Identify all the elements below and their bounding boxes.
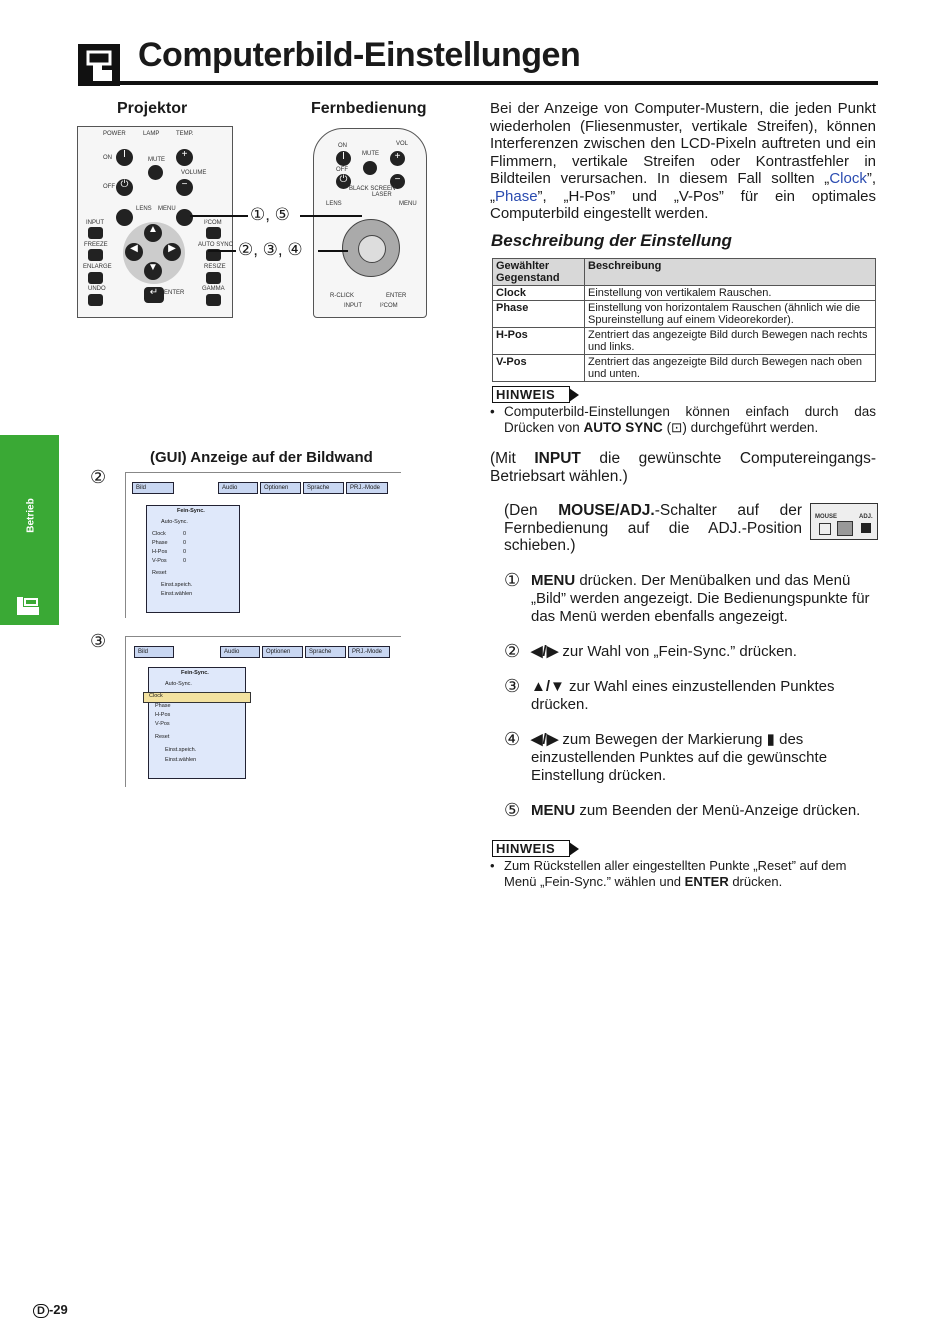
gui-screen-clock-selected: Bild Audio Optionen Sprache PRJ.-Mode Fein-Sync. Auto-Sync. Clock Phase H-Pos V-Pos Reset Einst.speich. Einst.wählen (125, 636, 401, 787)
step-1: MENU drücken. Der Menübalken und das Menü „Bild” werden angezeigt. Die Bedienungspunkte für das Menü werden ebenfalls angezeigt. (531, 572, 870, 625)
remote-control: ON VOL I MUTE + OFF ⏻ − BLACK SCREEN LASER LENS MENU R-CLICK ENTER INPUT I²COM (313, 128, 427, 318)
callout-steps-1-5: ①, ⑤ (250, 205, 290, 224)
section-tab-icon (16, 595, 42, 617)
table-header: Beschreibung (585, 259, 876, 286)
note-label: HINWEIS (492, 386, 570, 403)
intro-paragraph: Bei der Anzeige von Computer-Mustern, die jeden Punkt wiederholen (Fliesenmuster, vertikale Streifen), können Interferenzen zwischen den LCD-Pixeln auftreten und ein Flimmern, vertikale Streifen oder Kontrastfehler in Bildteilen verursachen. In diesem Fall sollten „Clock”, „Phase”, „H-Pos” und „V-Pos” für ein optimales Computerbild eingestellt werden. (490, 100, 876, 222)
step-4: ◀/▶ zum Bewegen der Markierung ▮ des einzustellenden Punktes auf die gewünschte Einstellung drücken. (531, 731, 828, 784)
gui-step-label: ③ (90, 631, 107, 651)
mouse-adj-switch-illustration: MOUSE ADJ. (810, 503, 878, 540)
gui-heading: (GUI) Anzeige auf der Bildwand (150, 449, 373, 466)
volume-up-button: + (176, 149, 193, 166)
remote-label: Fernbedienung (311, 100, 427, 117)
mute-button (148, 165, 163, 180)
section-subheading: Beschreibung der Einstellung (491, 231, 732, 250)
phase-link[interactable]: Phase (495, 187, 538, 205)
lens-button (116, 209, 133, 226)
callout-steps-2-3-4: ②, ③, ④ (238, 240, 303, 259)
table-row: Clock Einstellung von vertikalem Rauschen. (493, 286, 876, 301)
direction-pad: ▲ ◀ ▶ ▼ (123, 222, 185, 284)
gui-step-label: ② (90, 467, 107, 487)
page-title: Computerbild-Einstellungen (138, 36, 581, 74)
title-rule (78, 81, 878, 85)
step-3: ▲/▼ zur Wahl eines einzustellenden Punktes drücken. (531, 678, 835, 713)
power-off-button: ⏻ (116, 179, 133, 196)
table-header: Gewählter Gegenstand (493, 259, 585, 286)
table-row: H-Pos Zentriert das angezeigte Bild durch Bewegen nach rechts und links. (493, 328, 876, 355)
power-on-button: I (116, 149, 133, 166)
step-2: ◀/▶ zur Wahl von „Fein-Sync.” drücken. (531, 643, 797, 660)
step-5: MENU zum Beenden der Menü-Anzeige drücken. (531, 802, 861, 819)
clock-link[interactable]: Clock (829, 170, 867, 187)
table-row: Phase Einstellung von horizontalem Rauschen (ähnlich wie die Spureinstellung auf einem Videorekorder). (493, 301, 876, 328)
section-icon (78, 44, 120, 86)
page-number: D -29 (33, 1302, 68, 1318)
input-instruction: (Mit INPUT die gewünschte Computereingangs-Betriebsart wählen.) (490, 450, 876, 485)
section-tab-label: Betrieb (25, 498, 37, 533)
enter-button: ↵ (144, 287, 164, 303)
settings-table (492, 258, 876, 382)
volume-down-button: − (176, 179, 193, 196)
note-label: HINWEIS (492, 840, 570, 857)
switch-instruction: (Den MOUSE/ADJ.-Schalter auf der Fernbedienung auf die ADJ.-Position schieben.) (504, 502, 802, 554)
projector-panel: POWER LAMP TEMP. ON I MUTE + VOLUME OFF ⏻ − LENS MENU INPUT I²COM ▲ ◀ ▶ ▼ FREEZE AUTO SYNC ENLARGE RESIZE UNDO ENTER GAMMA ↵ (77, 126, 233, 318)
gui-screen-fein-sync: Bild Audio Optionen Sprache PRJ.-Mode Fein-Sync. Auto-Sync. Clock Phase H-Pos V-Pos 0 0 0 0 Reset Einst.speich. Einst.wählen (125, 472, 401, 618)
note-2: • Zum Rückstellen aller eingestellten Punkte „Reset” auf dem Menü „Fein-Sync.” wählen und ENTER drücken. (490, 858, 847, 889)
note-1: • Computerbild-Einstellungen können einfach durch das Drücken von AUTO SYNC (⊡) durchgeführt werden. (490, 404, 876, 435)
projector-label: Projektor (117, 100, 188, 117)
menu-button (176, 209, 193, 226)
table-row: V-Pos Zentriert das angezeigte Bild durch Bewegen nach oben und unten. (493, 355, 876, 382)
